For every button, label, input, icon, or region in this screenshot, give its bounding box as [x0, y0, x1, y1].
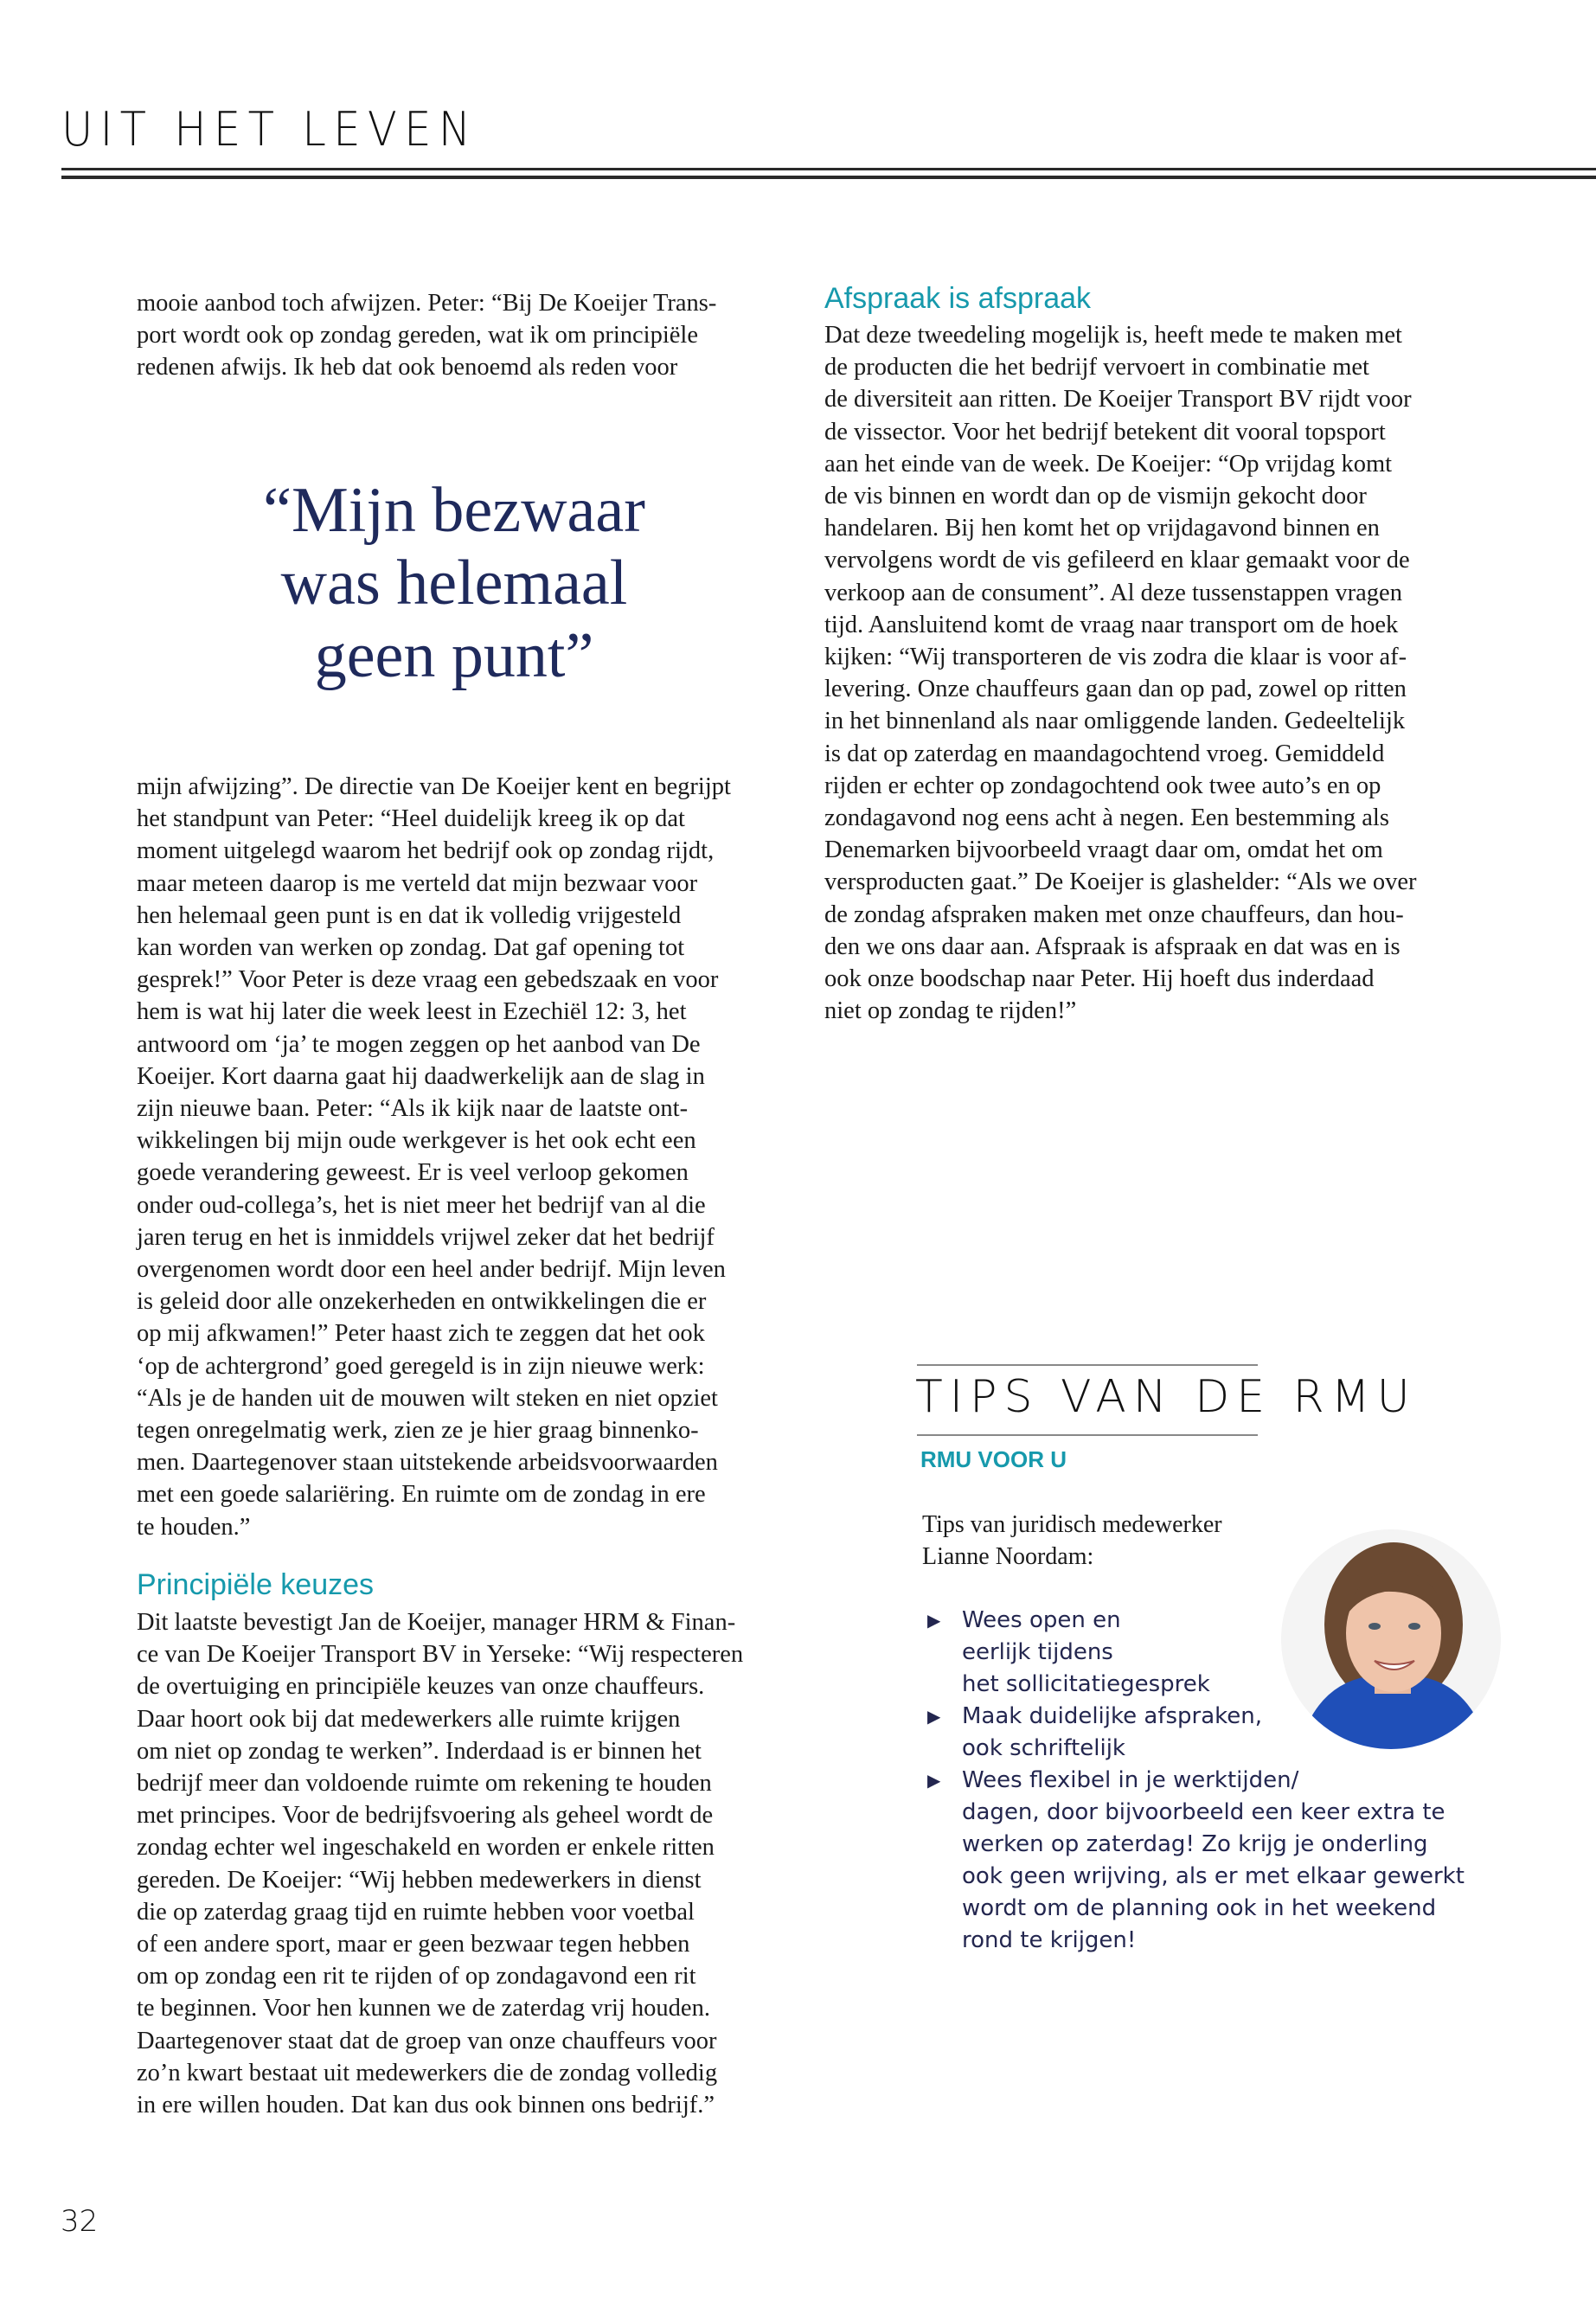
text-line: het standpunt van Peter: “Heel duidelijk kreeg ik op dat [137, 805, 685, 833]
tip-line: Maak duidelijke afspraken, [962, 1703, 1263, 1729]
subhead-principiele-keuzes: Principiële keuzes [137, 1568, 375, 1601]
tip-line: ook geen wrijving, als er met elkaar gewerkt [962, 1863, 1465, 1889]
text-line: bedrijf meer dan voldoende ruimte om rekening te houden [137, 1770, 712, 1798]
text-line: de producten die het bedrijf vervoert in combinatie met [824, 354, 1369, 381]
text-line: Lianne Noordam: [922, 1543, 1094, 1570]
text-line: vervolgens wordt de vis gefileerd en klaar gemaakt voor de [824, 547, 1410, 574]
text-line: moment uitgelegd waarom het bedrijf ook op zondag rijdt, [137, 837, 715, 865]
tip-item [927, 1765, 1465, 1957]
header-rule-top [61, 168, 1596, 170]
left-block-3 [137, 1606, 743, 2121]
text-line: Daar hoort ook bij dat medewerkers alle ruimte krijgen [137, 1705, 681, 1733]
text-line: Dit laatste bevestigt Jan de Koeijer, manager HRM & Finan- [137, 1609, 736, 1636]
right-block [824, 319, 1417, 1027]
text-line: te beginnen. Voor hen kunnen we de zaterdag vrij houden. [137, 1995, 710, 2022]
text-line: Tips van juridisch medewerker [922, 1511, 1222, 1538]
text-line: de vissector. Voor het bedrijf betekent dit vooral topsport [824, 418, 1386, 445]
text-line: de zondag afspraken maken met onze chauffeurs, dan hou- [824, 901, 1404, 928]
text-line: de overtuiging en principiële keuzes van onze chauffeurs. [137, 1673, 705, 1701]
text-line: Denemarken bijvoorbeeld vraagt daar om, omdat het om [824, 836, 1383, 864]
tip-line: eerlijk tijdens [962, 1639, 1113, 1665]
portrait-image [1281, 1529, 1501, 1749]
subhead-afspraak: Afspraak is afspraak [824, 282, 1092, 315]
text-line: geen punt” [314, 620, 594, 691]
text-line: of een andere sport, maar er geen bezwaar tegen hebben [137, 1931, 690, 1958]
header-rule-bottom [61, 176, 1596, 179]
text-line: rijden er echter op zondagochtend ook twee auto’s en op [824, 772, 1381, 799]
text-line: ook onze boodschap naar Peter. Hij hoeft dus inderdaad [824, 965, 1375, 993]
page-number: 32 [61, 2204, 99, 2239]
text-line: niet op zondag te rijden!” [824, 997, 1077, 1025]
text-line: jaren terug en het is inmiddels vrijwel zeker dat het bedrijf [137, 1223, 715, 1251]
text-line: om op zondag een rit te rijden of op zondagavond een rit [137, 1963, 696, 1990]
tip-line: wordt om de planning ook in het weekend [962, 1895, 1437, 1921]
text-line: hen helemaal geen punt is en dat ik volledig vrijgesteld [137, 901, 682, 929]
tips-rule-top [917, 1364, 1258, 1366]
text-line: Dat deze tweedeling mogelijk is, heeft mede te maken met [824, 322, 1402, 349]
text-line: port wordt ook op zondag gereden, wat ik om principiële [137, 322, 698, 349]
text-line: levering. Onze chauffeurs gaan dan op pad, zowel op ritten [824, 676, 1407, 703]
tips-subtitle: RMU VOOR U [920, 1446, 1067, 1472]
triangle-right-icon: ▶ [927, 1706, 941, 1727]
text-line: de vis binnen en wordt dan op de vismijn gekocht door [824, 483, 1367, 510]
tips-rule-bottom [917, 1434, 1258, 1436]
pull-quote [199, 474, 709, 692]
text-line: tijd. Aansluitend komt de vraag naar transport om de hoek [824, 611, 1399, 638]
text-line: op mij afkwamen!” Peter haast zich te zeggen dat het ook [137, 1320, 705, 1348]
text-line: die op zaterdag graag tijd en ruimte hebben voor voetbal [137, 1898, 695, 1926]
text-line: versproducten gaat.” De Koeijer is glashelder: “Als we over [824, 868, 1417, 896]
text-line: zo’n kwart bestaat uit medewerkers die de zondag volledig [137, 2059, 718, 2086]
text-line: zijn nieuwe baan. Peter: “Als ik kijk naar de laatste ont- [137, 1095, 689, 1123]
triangle-right-icon: ▶ [927, 1770, 941, 1791]
text-line: zondag echter wel ingeschakeld en worden er enkele ritten [137, 1834, 715, 1862]
text-line: ‘op de achtergrond’ goed geregeld is in zijn nieuwe werk: [137, 1352, 705, 1380]
text-line: verkoop aan de consument”. Al deze tussenstappen vragen [824, 579, 1402, 606]
text-line: handelaren. Bij hen komt het op vrijdagavond binnen en [824, 515, 1380, 542]
tip-line: dagen, door bijvoorbeeld een keer extra te [962, 1799, 1445, 1825]
tip-line: ook schriftelijk [962, 1735, 1125, 1761]
tip-line: rond te krijgen! [962, 1927, 1137, 1953]
text-line: overgenomen wordt door een heel ander bedrijf. Mijn leven [137, 1256, 726, 1284]
text-line: aan het einde van de week. De Koeijer: “Op vrijdag komt [824, 450, 1393, 478]
text-line: met principes. Voor de bedrijfsvoering als geheel wordt de [137, 1802, 714, 1830]
text-line: mooie aanbod toch afwijzen. Peter: “Bij De Koeijer Trans- [137, 290, 717, 317]
text-line: is dat op zaterdag en maandagochtend vroeg. Gemiddeld [824, 740, 1385, 767]
text-line: redenen afwijs. Ik heb dat ook benoemd als reden voor [137, 354, 678, 381]
text-line: is geleid door alle onzekerheden en ontwikkelingen die er [137, 1288, 707, 1316]
text-line: maar meteen daarop is me verteld dat mijn bezwaar voor [137, 869, 698, 897]
text-line: “Mijn bezwaar [263, 475, 645, 546]
text-line: kan worden van werken op zondag. Dat gaf opening tot [137, 934, 685, 962]
lianne-noordam-photo [1281, 1529, 1501, 1749]
text-line: om niet op zondag te werken”. Inderdaad is er binnen het [137, 1737, 702, 1765]
left-block-2 [137, 771, 731, 1543]
text-line: den we ons daar aan. Afspraak is afspraak en dat was en is [824, 933, 1401, 960]
left-block-1 [137, 287, 716, 384]
text-line: was helemaal [280, 548, 628, 619]
tip-line: werken op zaterdag! Zo krijg je onderling [962, 1831, 1428, 1857]
text-line: Koeijer. Kort daarna gaat hij daadwerkelijk aan de slag in [137, 1062, 705, 1090]
text-line: ce van De Koeijer Transport BV in Yerseke: “Wij respecteren [137, 1641, 744, 1669]
section-title: UIT HET LEVEN [61, 102, 478, 157]
tip-line: het sollicitatiegesprek [962, 1671, 1210, 1697]
tips-intro [922, 1509, 1222, 1573]
triangle-right-icon: ▶ [927, 1610, 941, 1631]
text-line: zondagavond nog eens acht à negen. Een bestemming als [824, 804, 1389, 832]
text-line: goede verandering geweest. Er is veel verloop gekomen [137, 1159, 689, 1187]
text-line: te houden.” [137, 1513, 251, 1541]
text-line: tegen onregelmatig werk, zien ze je hier graag binnenko- [137, 1417, 699, 1445]
text-line: mijn afwijzing”. De directie van De Koeijer kent en begrijpt [137, 773, 731, 800]
text-line: onder oud-collega’s, het is niet meer het bedrijf van al die [137, 1191, 706, 1219]
text-line: hem is wat hij later die week leest in Ezechiël 12: 3, het [137, 998, 687, 1026]
text-line: in ere willen houden. Dat kan dus ook binnen ons bedrijf.” [137, 2092, 715, 2119]
text-line: kijken: “Wij transporteren de vis zodra die klaar is voor af- [824, 644, 1407, 671]
text-line: gesprek!” Voor Peter is deze vraag een gebedszaak en voor [137, 966, 719, 994]
tip-line: Wees open en [962, 1607, 1121, 1633]
tips-title: TIPS VAN DE RMU [915, 1371, 1417, 1423]
text-line: met een goede salariëring. En ruimte om de zondag in ere [137, 1481, 706, 1509]
text-line: “Als je de handen uit de mouwen wilt steken en niet opziet [137, 1384, 718, 1412]
text-line: wikkelingen bij mijn oude werkgever is het ook echt een [137, 1127, 696, 1155]
text-line: antwoord om ‘ja’ te mogen zeggen op het aanbod van De [137, 1030, 701, 1058]
text-line: men. Daartegenover staan uitstekende arbeidsvoorwaarden [137, 1449, 718, 1477]
text-line: gereden. De Koeijer: “Wij hebben medewerkers in dienst [137, 1866, 702, 1894]
tip-line: Wees flexibel in je werktijden/ [962, 1767, 1299, 1793]
text-line: Daartegenover staat dat de groep van onze chauffeurs voor [137, 2027, 717, 2054]
text-line: de diversiteit aan ritten. De Koeijer Transport BV rijdt voor [824, 386, 1412, 413]
text-line: in het binnenland als naar omliggende landen. Gedeeltelijk [824, 708, 1406, 735]
